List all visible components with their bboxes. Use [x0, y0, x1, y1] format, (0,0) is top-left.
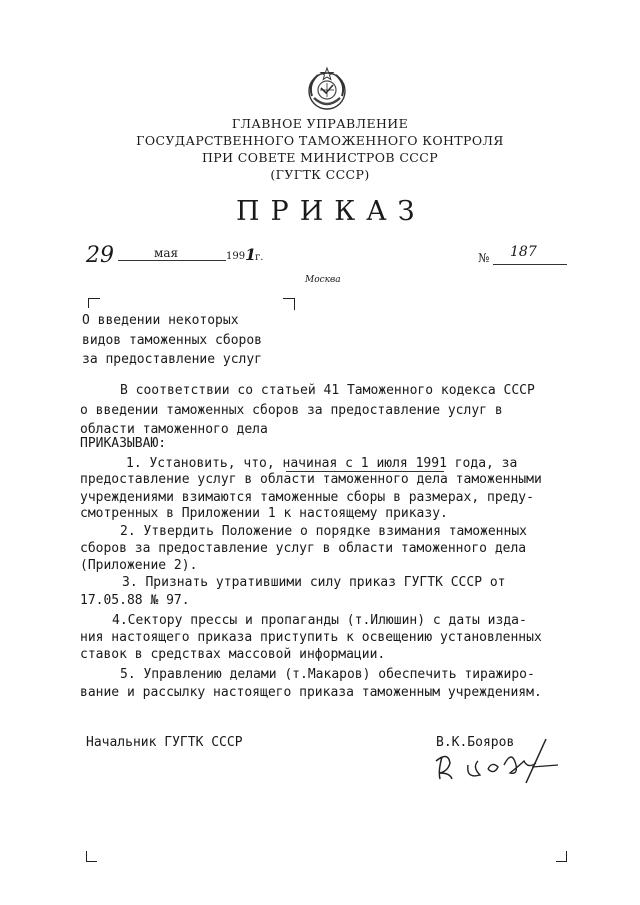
body-line: 17.05.88 № 97.: [80, 593, 190, 608]
agency-header-line: ГОСУДАРСТВЕННОГО ТАМОЖЕННОГО КОНТРОЛЯ: [136, 133, 504, 148]
handwritten-signature: [428, 735, 568, 785]
date-year-abbr: г.: [255, 252, 264, 263]
signatory-name: В.К.Бояров: [436, 735, 515, 750]
body-line: смотренных в Приложении 1 к настоящему приказу.: [80, 506, 448, 521]
subject-line: за предоставление услуг: [82, 352, 263, 367]
body-line: 4.Сектору прессы и пропаганды (т.Илюшин) с даты изда-: [112, 613, 527, 628]
agency-header-line: ПРИ СОВЕТЕ МИНИСТРОВ СССР: [201, 150, 439, 165]
subject-line: видов таможенных сборов: [82, 333, 263, 348]
address-corner-mark: [88, 298, 100, 308]
body-line: предоставление услуг в области таможенного дела таможенными: [80, 472, 542, 487]
city-label: Москва: [305, 275, 341, 285]
number-underline: [493, 264, 567, 265]
agency-header-abbr: (ГУГТК СССР): [270, 167, 370, 182]
agency-header-line: ГЛАВНОЕ УПРАВЛЕНИЕ: [231, 116, 409, 131]
body-line: сборов за предоставление услуг в области таможенного дела: [80, 541, 527, 556]
page-corner-mark: [556, 851, 567, 862]
body-line: ставок в средствах массовой информации.: [80, 647, 386, 662]
body-line: В соответствии со статьей 41 Таможенного кодекса СССР: [120, 383, 535, 398]
date-underline: [118, 260, 226, 261]
body-line: вание и рассылку настоящего приказа таможенным учреждениям.: [80, 685, 542, 700]
document-title: ПРИКАЗ: [236, 196, 426, 227]
body-line: ния настоящего приказа приступить к освещению установленных: [80, 630, 542, 645]
date-year-prefix: 199: [226, 251, 246, 262]
body-line: области таможенного дела: [80, 422, 268, 437]
address-corner-mark: [283, 298, 295, 310]
body-line: учреждениями взимаются таможенные сборы в размерах, преду-: [80, 490, 534, 505]
body-line: 1. Установить, что, начиная с 1 июля 1991 года, за: [126, 456, 518, 471]
body-line: о введении таможенных сборов за предоставление услуг в: [80, 403, 503, 418]
subject-line: О введении некоторых: [82, 313, 239, 328]
number-label: №: [478, 251, 490, 265]
body-line: 2. Утвердить Положение о порядке взимания таможенных: [120, 524, 527, 539]
date-year-suffix: 1: [245, 245, 257, 264]
order-number: 187: [510, 244, 537, 260]
body-line: 5. Управлению делами (т.Макаров) обеспечить тиражиро-: [120, 667, 535, 682]
date-day: 29: [86, 243, 114, 268]
signatory-position: Начальник ГУГТК СССР: [86, 735, 243, 750]
body-line: 3. Признать утратившими силу приказ ГУГТК СССР от: [122, 575, 506, 590]
order-word: ПРИКАЗЫВАЮ:: [80, 436, 167, 451]
page-corner-mark: [86, 851, 97, 862]
date-month: мая: [154, 246, 179, 260]
body-line: (Приложение 2).: [80, 558, 198, 573]
state-emblem-icon: [304, 66, 350, 114]
